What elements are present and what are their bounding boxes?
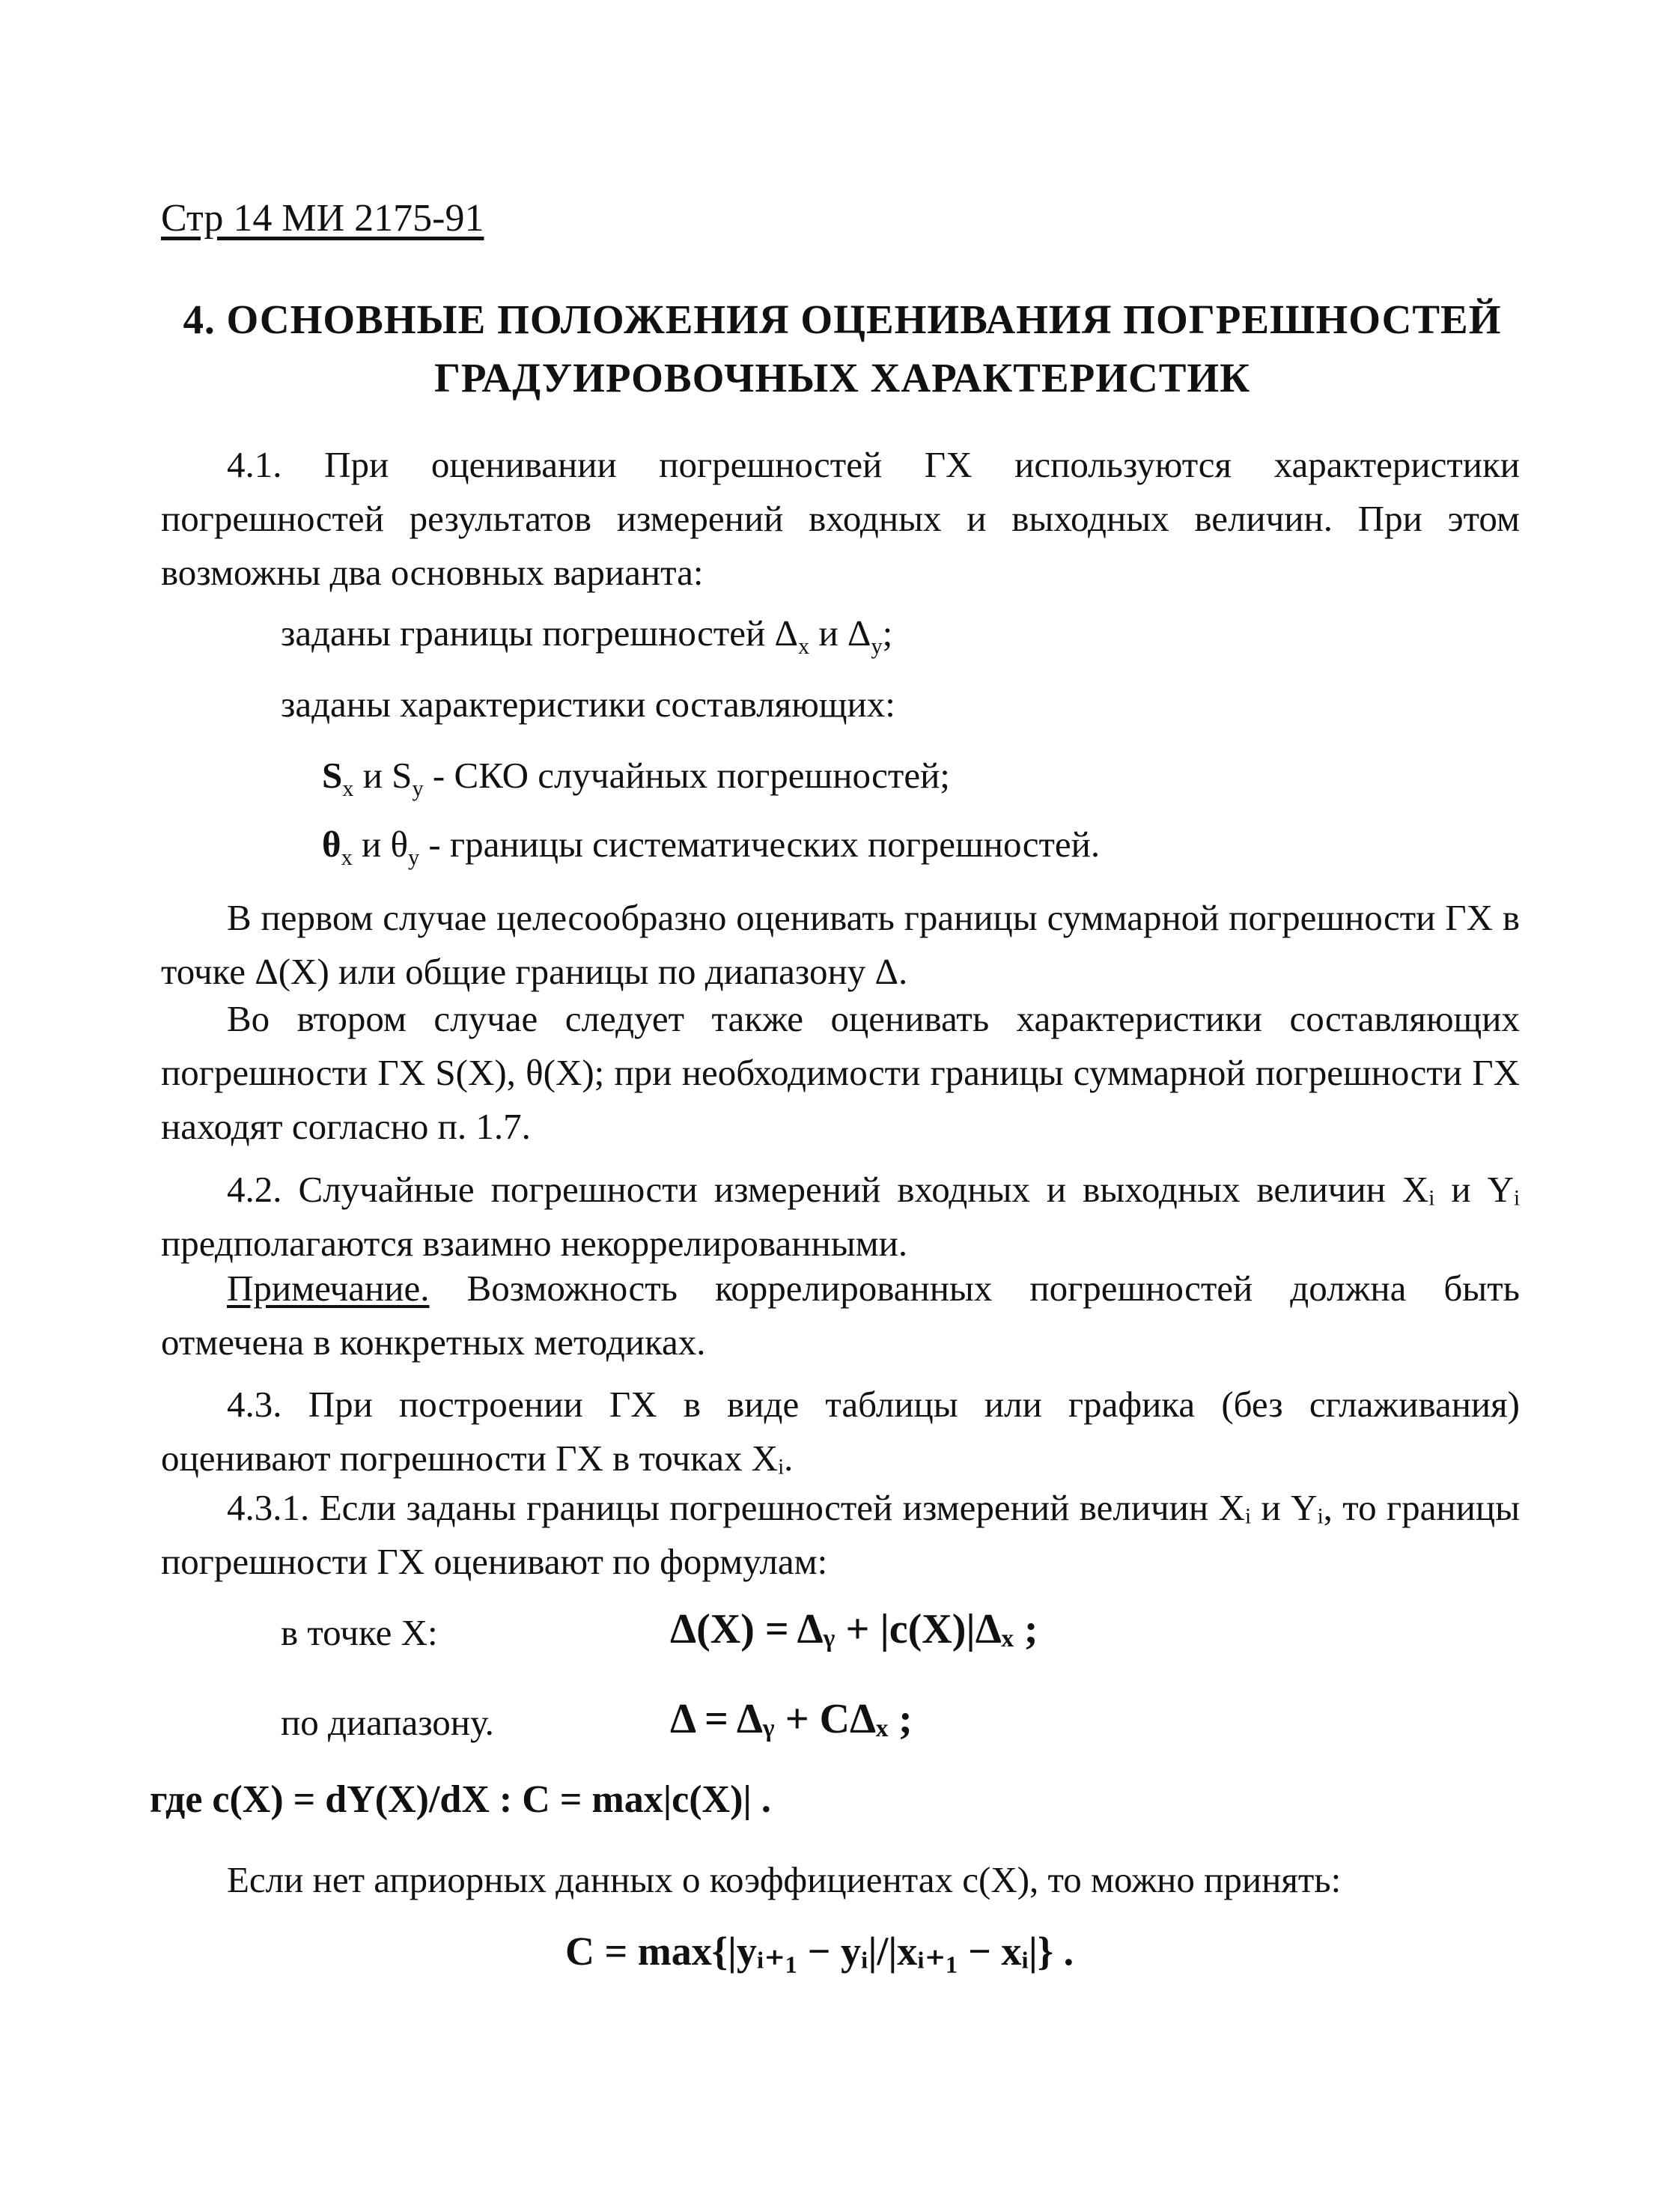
formula-label-range: по диапазону. — [281, 1702, 494, 1743]
section-title — [150, 291, 1535, 407]
paragraph-apriori: Если нет априорных данных о коэффициентах c(X), то можно принять: — [227, 1859, 1342, 1900]
formula-max-ratio: C = max{|yᵢ₊₁ − yᵢ|/|xᵢ₊₁ − xᵢ|} . — [565, 1929, 1074, 1974]
list-item-systematic: $\theta_x$ и $\theta_y$ - границы систематических погрешностей. — [322, 824, 1101, 870]
list-item-components: заданы характеристики составляющих: — [281, 684, 895, 725]
list-item-error-bounds: заданы границы погрешностей $\Delta_x$ и $\Delta_y$; — [281, 612, 893, 659]
note-text: Возможность коррелированных погрешностей должна быть отмечена в конкретных методиках. — [161, 1268, 1520, 1363]
paragraph-4-1: 4.1. При оценивании погрешностей ГХ используются характеристики погрешностей результатов измерений входных и выходных величин. При этом возможны два основных варианта: — [161, 444, 1520, 593]
paragraph-first-case: В первом случае целесообразно оценивать границы суммарной погрешности ГХ в точке Δ(X) или общие границы по диапазону Δ. — [161, 897, 1520, 992]
paragraph-second-case: Во втором случае следует также оценивать характеристики составляющих погрешности ГХ S(X), θ(X); при необходимости границы суммарной погрешности ГХ находят согласно п. 1.7. — [161, 998, 1520, 1147]
formula-label-point: в точке X: — [281, 1612, 438, 1653]
list-item-sko: $S_x$ и $S_y$ - СКО случайных погрешностей; — [322, 755, 950, 801]
formula-derivative: где c(X) = dY(X)/dX : C = max|c(X)| . — [150, 1778, 771, 1821]
paragraph-4-2: 4.2. Случайные погрешности измерений входных и выходных величин Xᵢ и Yᵢ предполагаются взаимно некоррелированными. — [161, 1169, 1520, 1264]
note-label: Примечание. — [227, 1268, 430, 1309]
page-header: Стр 14 МИ 2175-91 — [161, 197, 484, 240]
section-title-line-2: ГРАДУИРОВОЧНЫХ ХАРАКТЕРИСТИК — [433, 355, 1251, 401]
section-title-line-1: 4. ОСНОВНЫЕ ПОЛОЖЕНИЯ ОЦЕНИВАНИЯ ПОГРЕШНОСТЕЙ — [183, 296, 1502, 342]
paragraph-4-3: 4.3. При построении ГХ в виде таблицы или графика (без сглаживания) оценивают погрешности ГХ в точках Xᵢ. — [161, 1384, 1520, 1479]
formula-point: Δ(X) = Δᵧ + |c(X)|Δₓ ; — [670, 1606, 1038, 1652]
note — [161, 1262, 1520, 1369]
formula-range: Δ = Δᵧ + CΔₓ ; — [670, 1696, 913, 1742]
paragraph-4-3-1: 4.3.1. Если заданы границы погрешностей измерений величин Xᵢ и Yᵢ, то границы погрешности ГХ оценивают по формулам: — [161, 1487, 1520, 1582]
